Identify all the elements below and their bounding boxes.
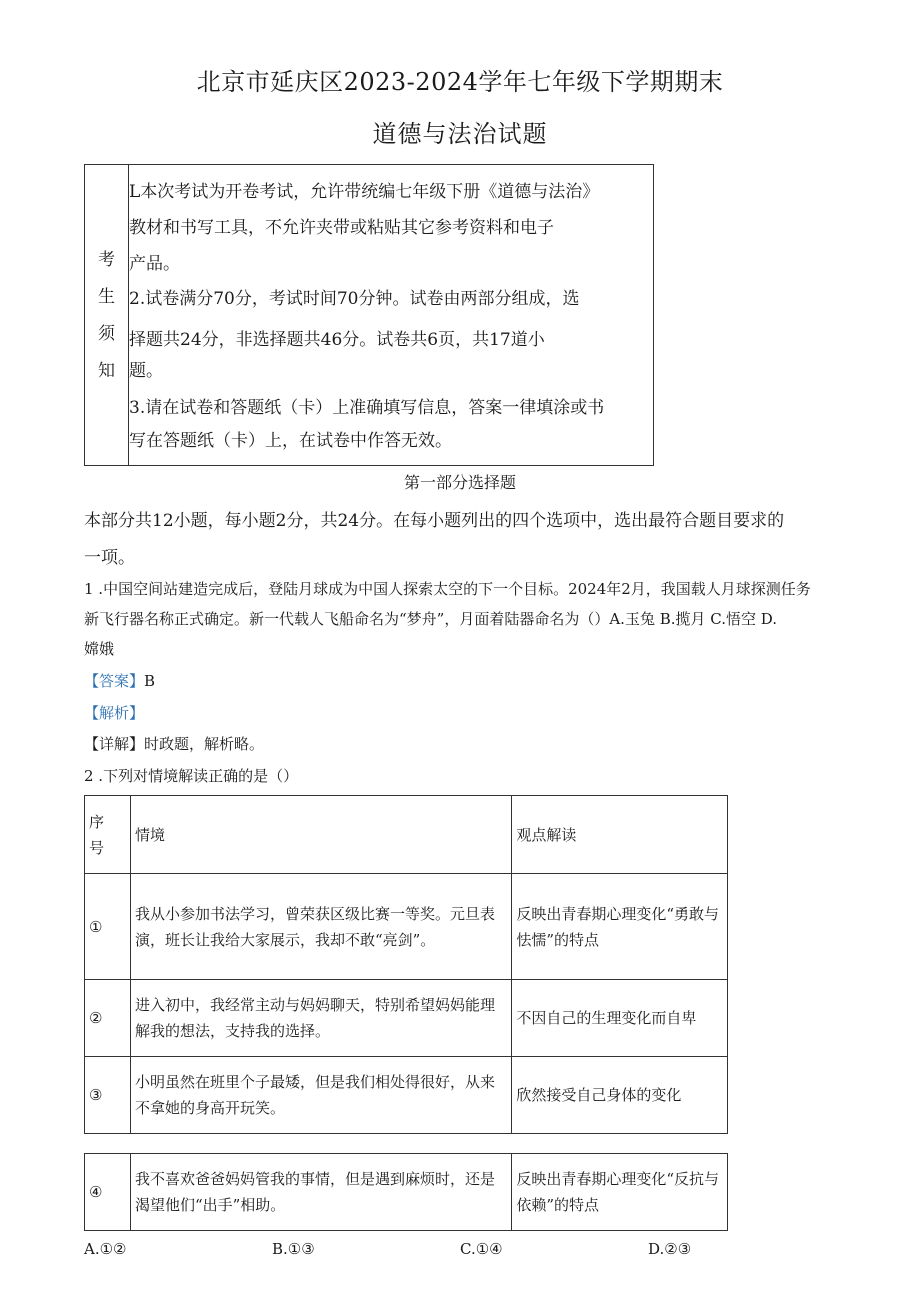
option-b[interactable]: B.①③ [272, 1240, 315, 1258]
row-view: 欣然接受自己身体的变化 [512, 1057, 728, 1134]
answer-value: B [144, 672, 156, 690]
notice-side-label [85, 165, 129, 465]
scenario-table-continued [84, 1153, 728, 1231]
page-subtitle: 道德与法治试题 [372, 120, 548, 148]
row-scene: 小明虽然在班里个子最矮，但是我们相处得很好，从来不拿她的身高开玩笑。 [130, 1057, 511, 1134]
header-number: 序号 [85, 796, 131, 874]
notice-side-char: 考 [98, 250, 115, 270]
answer-line [84, 670, 155, 691]
header-view: 观点解读 [512, 796, 728, 874]
table-row [85, 1057, 728, 1134]
notice-line: 择题共24分，非选择题共46分。试卷共6页，共17道小 [129, 330, 545, 350]
row-number: ② [85, 980, 131, 1057]
detail-text: 时政题，解析略。 [144, 735, 265, 753]
table-row [85, 980, 728, 1057]
row-scene: 我不喜欢爸爸妈妈管我的事情，但是遇到麻烦时，还是渴望他们“出手”相助。 [130, 1154, 511, 1231]
section-intro: 一项。 [84, 548, 135, 568]
notice-line: 产品。 [129, 254, 180, 274]
notice-line: 题。 [129, 361, 163, 381]
exam-notice-box [84, 164, 654, 466]
table-header-row [85, 796, 728, 874]
detail-line [84, 733, 264, 754]
scenario-table [84, 795, 728, 1134]
notice-line: 写在答题纸（卡）上，在试卷中作答无效。 [129, 431, 452, 451]
question-1-stem: 1 .中国空间站建造完成后，登陆月球成为中国人探索太空的下一个目标。2024年2月，我国载人月球探测任务 [84, 580, 811, 598]
notice-side-char: 生 [98, 287, 115, 307]
notice-line: L本次考试为开卷考试，允许带统编七年级下册《道德与法治》 [129, 182, 600, 202]
option-c[interactable]: C.①④ [460, 1240, 503, 1258]
option-a[interactable]: A.①② [84, 1240, 127, 1258]
row-number: ③ [85, 1057, 131, 1134]
notice-line: 教材和书写工具，不允许夹带或粘贴其它参考资料和电子 [129, 218, 554, 238]
notice-side-char: 知 [98, 361, 115, 381]
row-scene: 我从小参加书法学习，曾荣获区级比赛一等奖。元旦表演，班长让我给大家展示，我却不敢“亮剑”。 [130, 874, 511, 980]
table-row [85, 1154, 728, 1231]
row-view: 不因自己的生理变化而自卑 [512, 980, 728, 1057]
option-d[interactable]: D.②③ [648, 1240, 692, 1258]
row-view: 反映出青春期心理变化“反抗与依赖”的特点 [512, 1154, 728, 1231]
detail-tag: 【详解】 [84, 735, 145, 753]
section-intro: 本部分共12小题，每小题2分，共24分。在每小题列出的四个选项中，选出最符合题目要求的 [84, 511, 785, 531]
answer-tag: 【答案】 [84, 672, 145, 690]
table-row [85, 874, 728, 980]
row-view: 反映出青春期心理变化“勇敢与怯懦”的特点 [512, 874, 728, 980]
page-title: 北京市延庆区2023-2024学年七年级下学期期末 [196, 68, 724, 96]
row-number: ④ [85, 1154, 131, 1231]
row-scene: 进入初中，我经常主动与妈妈聊天，特别希望妈妈能理解我的想法，支持我的选择。 [130, 980, 511, 1057]
notice-side-char: 须 [98, 324, 115, 344]
section-title: 第一部分选择题 [403, 473, 516, 492]
notice-line: 2.试卷满分70分，考试时间70分钟。试卷由两部分组成，选 [129, 289, 580, 309]
header-scene: 情境 [130, 796, 511, 874]
question-2-stem: 2 .下列对情境解读正确的是（） [84, 767, 299, 785]
analysis-tag: 【解析】 [84, 704, 145, 722]
question-1-stem: 嫦娥 [84, 640, 115, 658]
question-1-stem: 新飞行器名称正式确定。新一代载人飞船命名为“梦舟”，月面着陆器命名为（）A.玉兔 B.揽月 C.悟空 D. [84, 610, 778, 628]
row-number: ① [85, 874, 131, 980]
notice-line: 3.请在试卷和答题纸（卡）上准确填写信息，答案一律填涂或书 [129, 398, 605, 418]
